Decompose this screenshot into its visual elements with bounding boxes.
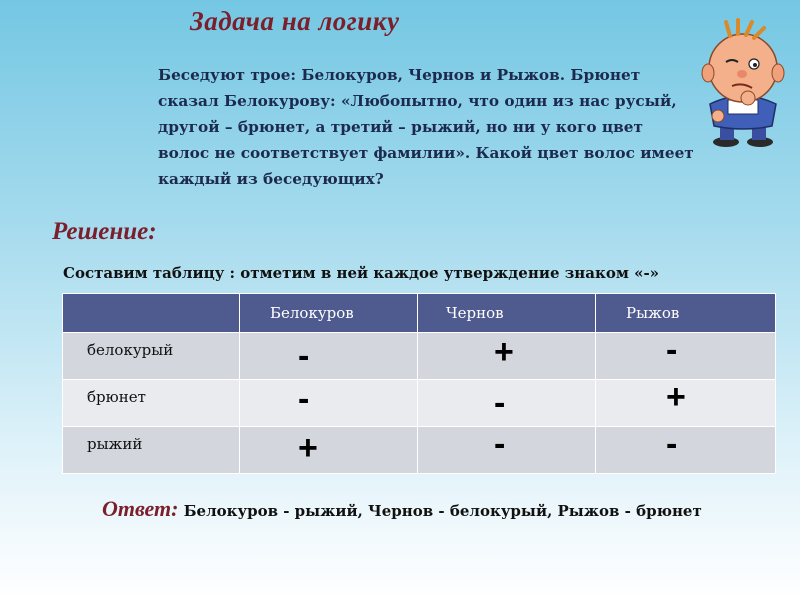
mark-brunet-ryzhov: + xyxy=(596,380,776,427)
mark-blond-chernov: + xyxy=(418,333,596,380)
row-label-brunet: брюнет xyxy=(63,380,240,427)
header-ryzhov: Рыжов xyxy=(596,294,776,333)
mark-blond-ryzhov: - xyxy=(596,333,776,380)
mark-red-ryzhov: - xyxy=(596,427,776,474)
row-label-blond: белокурый xyxy=(63,333,240,380)
mark-red-chernov: - xyxy=(418,427,596,474)
header-belokurov: Белокуров xyxy=(240,294,418,333)
answer-text: Белокуров - рыжий, Чернов - белокурый, Рыжов - брюнет xyxy=(183,502,702,520)
mark-brunet-chernov: - xyxy=(418,380,596,427)
header-empty-cell xyxy=(63,294,240,333)
logic-table xyxy=(62,293,776,474)
mark-blond-belokurov: - xyxy=(240,333,418,380)
mark-red-belokurov: + xyxy=(240,427,418,474)
solution-heading: Решение: xyxy=(52,218,157,245)
table-row-red xyxy=(63,427,776,474)
answer-line xyxy=(102,496,702,522)
slide-title: Задача на логику xyxy=(190,6,400,36)
problem-text: Беседуют трое: Белокуров, Чернов и Рыжов. Брюнет сказал Белокурову: «Любопытно, что один из нас русый, другой – брюнет, а третий – рыжий, но ни у кого цвет волос не соответствует фамилии». Какой цвет волос имеет каждый из беседующих? xyxy=(158,66,694,188)
header-chernov: Чернов xyxy=(418,294,596,333)
table-header-row xyxy=(63,294,776,333)
table-row-brunet xyxy=(63,380,776,427)
table-caption: Составим таблицу : отметим в ней каждое утверждение знаком «-» xyxy=(63,264,660,282)
row-label-red: рыжий xyxy=(63,427,240,474)
table-row-blond xyxy=(63,333,776,380)
mark-brunet-belokurov: - xyxy=(240,380,418,427)
answer-label: Ответ: xyxy=(102,496,179,521)
thinking-boy-illustration xyxy=(688,18,796,148)
